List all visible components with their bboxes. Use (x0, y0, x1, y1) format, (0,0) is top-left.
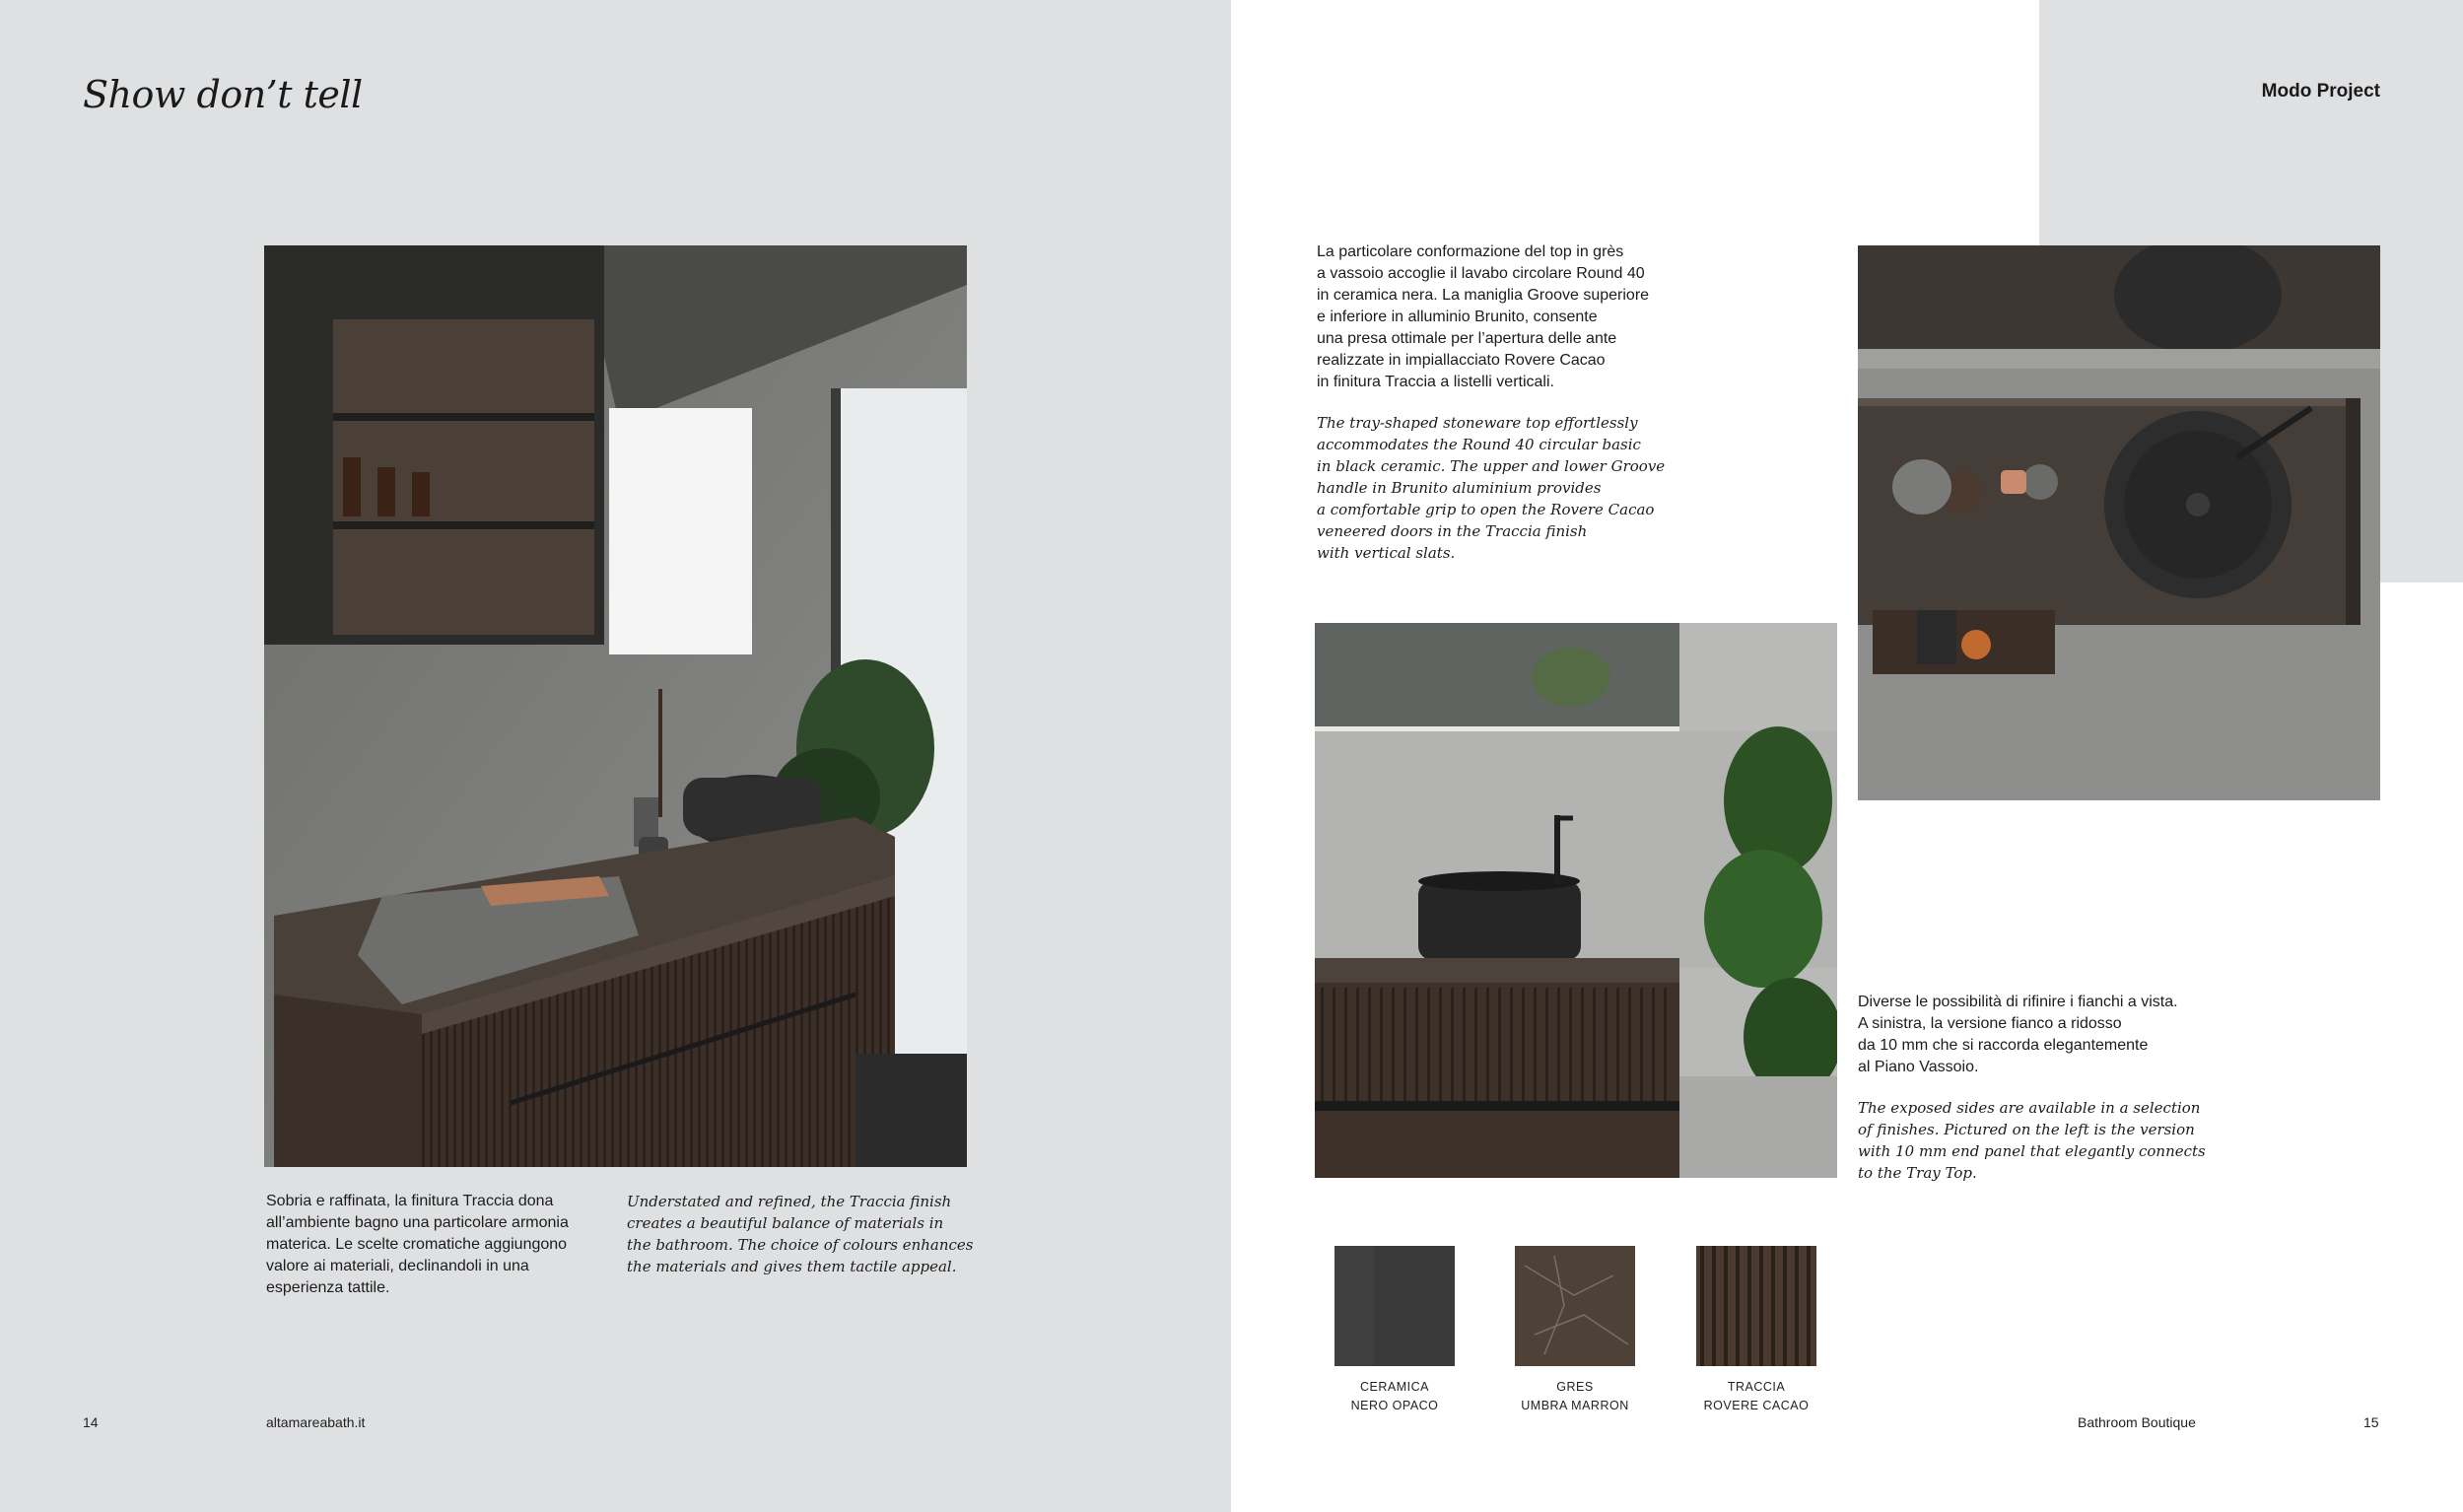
sink-with-plant-photo (1315, 623, 1837, 1178)
project-label: Modo Project (2261, 81, 2380, 102)
caption-en-line: Understated and refined, the Traccia finish (627, 1193, 952, 1210)
top-it-line: La particolare conformazione del top in grès (1317, 243, 1624, 260)
page-title: Show don’t tell (83, 73, 363, 116)
top-it-line: una presa ottimale per l’apertura delle ante (1317, 330, 1617, 347)
side-it-line: da 10 mm che si raccorda elegantemente (1858, 1037, 2149, 1054)
swatch-label-line: TRACCIA (1727, 1380, 1786, 1394)
caption-it-line: valore ai materiali, declinandoli in una (266, 1258, 529, 1274)
top-en-line: a comfortable grip to open the Rovere Cacao (1317, 501, 1655, 518)
top-text-italian (1317, 241, 1649, 393)
caption-en-line: creates a beautiful balance of materials in (627, 1214, 944, 1232)
top-en-line: accommodates the Round 40 circular basic (1317, 436, 1641, 453)
side-it-line: al Piano Vassoio. (1858, 1059, 1979, 1075)
side-it-line: A sinistra, la versione fianco a ridosso (1858, 1015, 2122, 1032)
top-en-line: veneered doors in the Traccia finish (1317, 522, 1588, 540)
swatch-label-line: CERAMICA (1360, 1380, 1429, 1394)
swatch-label-ceramica (1296, 1378, 1493, 1415)
swatch-ceramica (1334, 1246, 1455, 1366)
swatch-label-line: UMBRA MARRON (1521, 1399, 1629, 1412)
side-text-english (1858, 1097, 2206, 1184)
side-it-line: Diverse le possibilità di rifinire i fianchi a vista. (1858, 994, 2178, 1010)
caption-en-line: the bathroom. The choice of colours enhances (627, 1236, 974, 1254)
page-number-left: 14 (83, 1414, 99, 1430)
swatch-label-line: ROVERE CACAO (1703, 1399, 1810, 1412)
top-text-english (1317, 412, 1665, 564)
top-en-line: with vertical slats. (1317, 544, 1456, 562)
swatch-gres (1515, 1246, 1635, 1366)
swatch-label-traccia (1658, 1378, 1855, 1415)
side-en-line: with 10 mm end panel that elegantly connects (1858, 1142, 2206, 1160)
caption-english (627, 1191, 974, 1277)
caption-en-line: the materials and gives them tactile appeal. (627, 1258, 957, 1275)
caption-it-line: all’ambiente bagno una particolare armonia (266, 1214, 569, 1231)
swatch-traccia (1696, 1246, 1816, 1366)
swatch-label-line: NERO OPACO (1350, 1399, 1439, 1412)
top-en-line: The tray-shaped stoneware top effortlessly (1317, 414, 1638, 432)
side-en-line: The exposed sides are available in a selection (1858, 1099, 2201, 1117)
swatch-label-gres (1476, 1378, 1674, 1415)
top-en-line: in black ceramic. The upper and lower Groove (1317, 457, 1666, 475)
top-en-line: handle in Brunito aluminium provides (1317, 479, 1602, 497)
brand-label: Bathroom Boutique (2078, 1414, 2196, 1430)
swatch-label-line: GRES (1556, 1380, 1594, 1394)
side-en-line: to the Tray Top. (1858, 1164, 1977, 1182)
basin-top-view-photo (1858, 245, 2380, 800)
caption-italian (266, 1191, 569, 1299)
caption-it-line: materica. Le scelte cromatiche aggiungono (266, 1236, 568, 1253)
top-it-line: in ceramica nera. La maniglia Groove superiore (1317, 287, 1650, 304)
side-text-italian (1858, 992, 2178, 1078)
top-it-line: in finitura Traccia a listelli verticali. (1317, 374, 1554, 390)
website-link[interactable]: altamareabath.it (266, 1414, 366, 1430)
top-it-line: e inferiore in alluminio Brunito, consente (1317, 309, 1598, 325)
caption-it-line: esperienza tattile. (266, 1279, 390, 1296)
bathroom-vanity-photo (264, 245, 967, 1167)
top-it-line: realizzate in impiallacciato Rovere Cacao (1317, 352, 1606, 369)
caption-it-line: Sobria e raffinata, la finitura Traccia dona (266, 1193, 554, 1209)
top-it-line: a vassoio accoglie il lavabo circolare Round 40 (1317, 265, 1645, 282)
side-en-line: of finishes. Pictured on the left is the version (1858, 1121, 2195, 1138)
page-number-right: 15 (2363, 1414, 2379, 1430)
